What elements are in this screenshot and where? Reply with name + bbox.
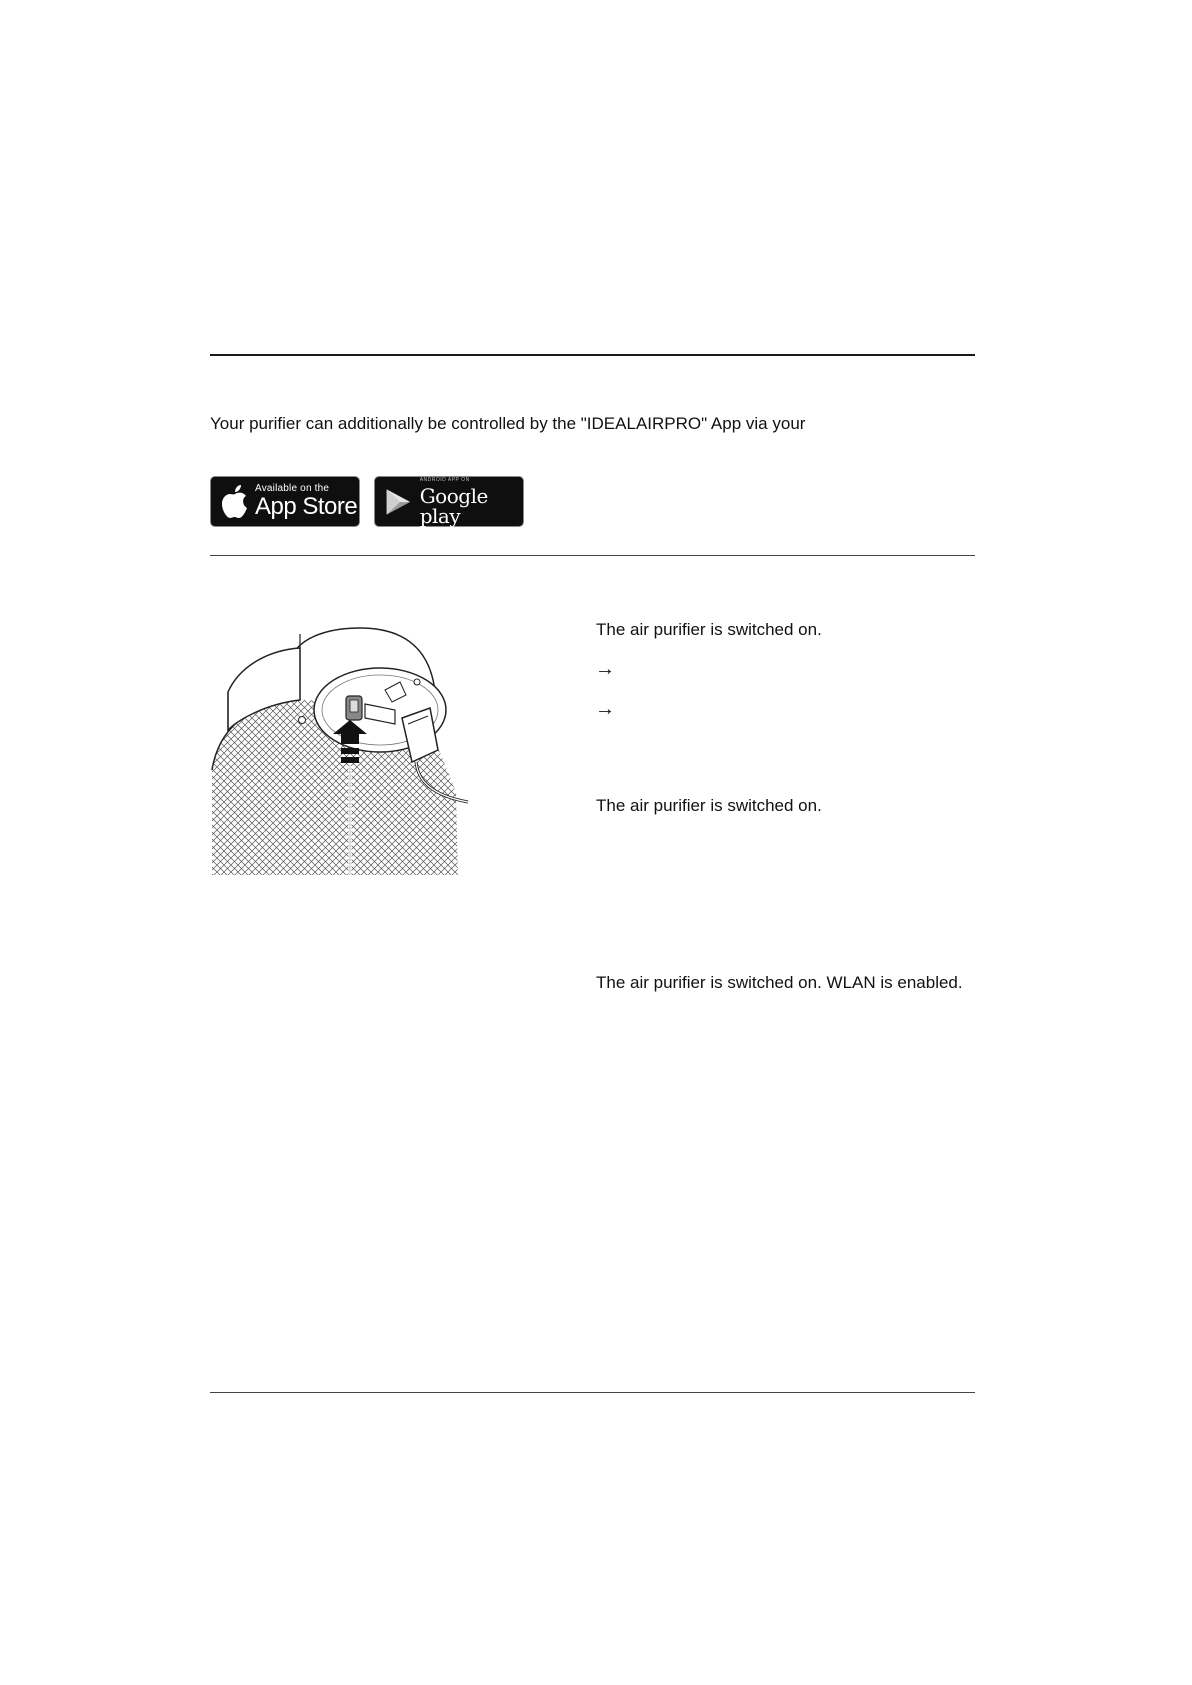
top-divider	[210, 354, 975, 356]
arrow-bullet-2: →	[595, 698, 615, 720]
play-icon	[383, 485, 414, 519]
bottom-divider	[210, 1392, 975, 1393]
status-text-2: The air purifier is switched on.	[596, 796, 822, 815]
app-store-big-text: App Store	[255, 493, 358, 520]
status-text-3: The air purifier is switched on. WLAN is enabled.	[596, 973, 963, 992]
google-play-big-text: Google play	[419, 483, 488, 528]
intro-text: Your purifier can additionally be controlled by the "IDEALAIRPRO" App via your	[210, 414, 806, 433]
google-play-badge[interactable]	[374, 476, 524, 527]
google-play-small-text: ANDROID APP ON	[419, 476, 470, 483]
arrow-bullet-1: →	[595, 658, 615, 680]
air-purifier-illustration	[210, 620, 470, 875]
app-store-small-text: Available on the	[255, 483, 330, 494]
apple-icon	[219, 483, 251, 521]
status-text-1: The air purifier is switched on.	[596, 620, 822, 639]
app-store-badge[interactable]	[210, 476, 360, 527]
section-divider	[210, 555, 975, 556]
